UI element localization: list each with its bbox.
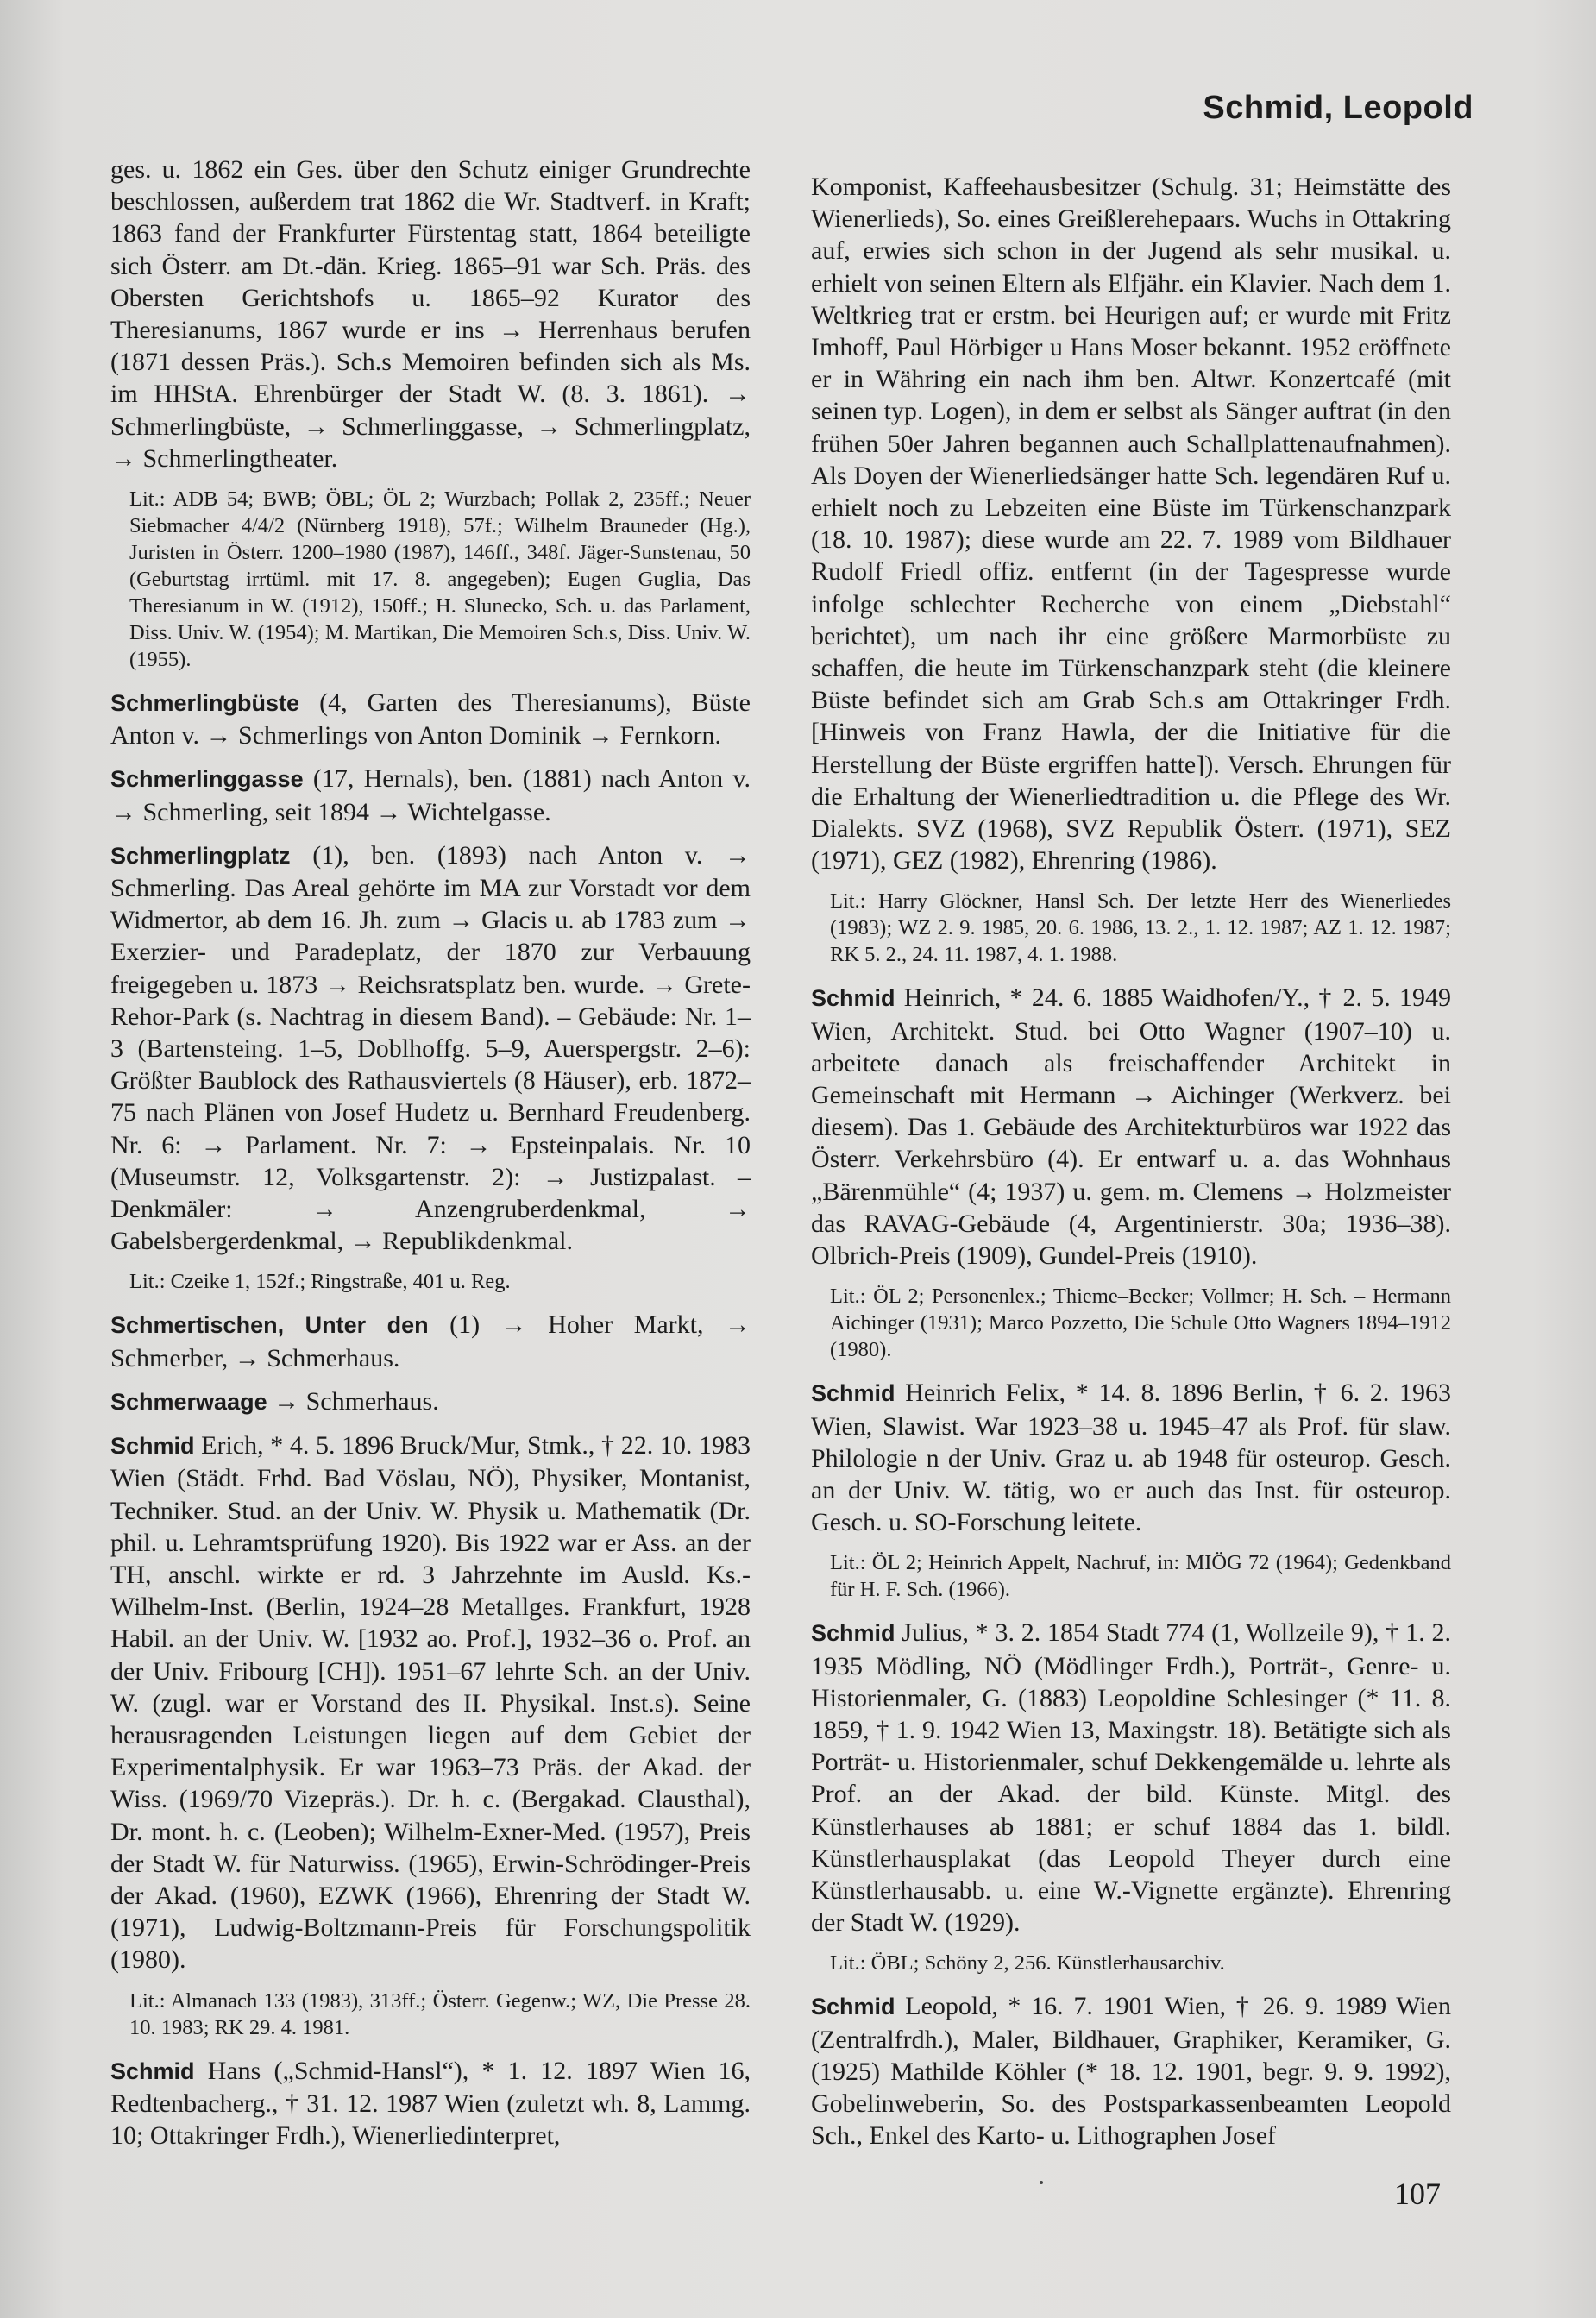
headword: Schmerlingplatz [110, 842, 291, 869]
entry-schmerwaage [110, 1385, 751, 1418]
entry-text: (17, Hernals), ben. (1881) nach Anton v. → Schmerling, seit 1894 → Wichtelgasse. [110, 764, 751, 826]
entry-text: → Schmerhaus. [267, 1386, 439, 1416]
right-column [811, 171, 1451, 2163]
entry-schmerlingbueste [110, 687, 751, 751]
literature-note: Lit.: ÖBL; Schöny 2, 256. Künstlerhausarchiv. [830, 1951, 1225, 1976]
entry-schmertischen [110, 1309, 751, 1373]
headword: Schmerlinggasse [110, 766, 304, 793]
literature-note: Lit.: ADB 54; BWB; ÖBL; ÖL 2; Wurzbach; Pollak 2, 235ff.; Neuer Siebmacher 4/4/2 (Nürnberg 1918), 57f.; Wilhelm Brauneder (Hg.), Juristen in Österr. 1200–1980 (1987), 146ff., 348f. Jäger-Sunstenau, 50 (Geburtstag irrtüml. mit 17. 8. angegeben); Eugen Guglia, Das Theresianum in W. (1912), 150ff.; H. Slunecko, Sch. u. das Parlament, Diss. Univ. W. (1954); M. Martikan, Die Memoiren Sch.s, Diss. Univ. W. (1955). [129, 487, 751, 672]
entry-schmid-leopold [811, 1990, 1451, 2152]
entry-text: Heinrich, * 24. 6. 1885 Waidhofen/Y., † 2. 5. 1949 Wien, Architekt. Stud. bei Otto Wagner (1907–10) u. arbeitete danach als freischaffender Architekt in Gemeinschaft mit Hermann → Aichinger (Werkverz. bei diesem). Das 1. Gebäude des Architekturbüros war 1922 das Österr. Verkehrsbüro (4). Er entwarf u. a. das Wohnhaus „Bärenmühle“ (4; 1937) u. gem. m. Clemens → Holzmeister das RAVAG-Gebäude (4, Argentinierstr. 30a; 1936–38). Olbrich-Preis (1909), Gundel-Preis (1910). [811, 983, 1451, 1271]
entry-text: Heinrich Felix, * 14. 8. 1896 Berlin, † 6. 2. 1963 Wien, Slawist. War 1923–38 u. 1945–47 als Prof. für slaw. Philologie n der Univ. Graz u. ab 1948 für osteurop. Gesch. an der Univ. W. tätig, wo er auch das Inst. für osteurop. Gesch. u. SO-Forschung leitete. [811, 1379, 1451, 1537]
entry-text: Hans („Schmid-Hansl“), * 1. 12. 1897 Wien 16, Redtenbacherg., † 31. 12. 1987 Wien (zuletzt wh. 8, Lammg. 10; Ottakringer Frdh.), Wienerliedinterpret, [110, 2056, 751, 2150]
entry-schmid-heinrich [811, 982, 1451, 1363]
entry-schmid-erich [110, 1429, 751, 2040]
entry-text: (4, Garten des Theresianums), Büste Anton v. → Schmerlings von Anton Dominik → Fernkorn. [110, 688, 751, 751]
literature-note: Lit.: Almanach 133 (1983), 313ff.; Österr. Gegenw.; WZ, Die Presse 28. 10. 1983; RK 29. 4. 1981. [129, 1988, 751, 2039]
literature-note: Lit.: Harry Glöckner, Hansl Sch. Der letzte Herr des Wienerliedes (1983); WZ 2. 9. 1985, 20. 6. 1986, 13. 2., 1. 12. 1987; AZ 1. 12. 1987; RK 5. 2., 24. 11. 1987, 4. 1. 1988. [830, 889, 1451, 967]
headword: Schmerlingbüste [110, 690, 300, 717]
entry-schmid-heinrich-felix [811, 1377, 1451, 1603]
entry-text: Erich, * 4. 5. 1896 Bruck/Mur, Stmk., † 22. 10. 1983 Wien (Städt. Frhd. Bad Vöslau, NÖ), Physiker, Montanist, Techniker. Stud. an der Univ. W. Physik u. Mathematik (Dr. phil. u. Lehramtsprüfung 1920). Bis 1922 war er Ass. an der TH, anschl. wirkte er rd. 3 Jahrzehnte im Ausld. Ks.-Wilhelm-Inst. (Berlin, 1924–28 Metallges. Frankfurt, 1928 Habil. an der Univ. W. [1932 ao. Prof.], 1932–36 o. Prof. an der Univ. Fribourg [CH]). 1951–67 lehrte Sch. an der Univ. W. (zugl. war er Vorstand des II. Physikal. Inst.s). Seine herausragenden Leistungen liegen auf dem Gebiet der Experimentalphysik. Er war 1963–73 Präs. der Akad. der Wiss. (1969/70 Vizepräs.). Dr. h. c. (Bergakad. Clausthal), Dr. mont. h. c. (Leoben); Wilhelm-Exner-Med. (1957), Preis der Stadt W. für Naturwiss. (1965), Erwin-Schrödinger-Preis der Akad. (1960), EZWK (1966), Ehrenring der Stadt W. (1971), Ludwig-Boltzmann-Preis für Forschungspolitik (1980). [110, 1431, 751, 1975]
print-dot [1040, 2181, 1043, 2184]
entry-text: (1), ben. (1893) nach Anton v. → Schmerling. Das Areal gehörte im MA zur Vorstadt vor dem Widmertor, ab dem 16. Jh. zum → Glacis u. ab 1783 zum → Exerzier- und Paradeplatz, der 1870 zur Verbauung freigegeben u. 1873 → Reichsratsplatz ben. wurde. → Grete-Rehor-Park (s. Nachtrag in diesem Band). – Gebäude: Nr. 1–3 (Bartensteing. 1–5, Doblhoffg. 5–9, Auerspergstr. 2–6): Größter Baublock des Rathausviertels (8 Häuser), erb. 1872–75 nach Plänen von Josef Hudetz u. Bernhard Freudenberg. Nr. 6: → Parlament. Nr. 7: → Epsteinpalais. Nr. 10 (Museumstr. 12, Volksgartenstr. 2): → Justizpalast. – Denkmäler: → Anzengruberdenkmal, → Gabelsbergerdenkmal, → Republikdenkmal. [110, 840, 751, 1256]
headword: Schmid [811, 1380, 895, 1407]
literature-note: Lit.: Czeike 1, 152f.; Ringstraße, 401 u. Reg. [129, 1270, 511, 1294]
entry-schmerlinggasse [110, 763, 751, 827]
entry-schmerlingplatz [110, 839, 751, 1296]
running-head: Schmid, Leopold [1203, 90, 1473, 126]
headword: Schmid [811, 1620, 895, 1647]
entry-schmid-hans [110, 2055, 751, 2152]
entry-text: Leopold, * 16. 7. 1901 Wien, † 26. 9. 1989 Wien (Zentralfrdh.), Maler, Bildhauer, Graphiker, Keramiker, G. (1925) Mathilde Köhler (* 18. 12. 1901, begr. 9. 9. 1992), Gobelinweberin, So. des Postsparkassenbeamten Leopold Sch., Enkel des Karto- u. Lithographen Josef [811, 1992, 1451, 2151]
headword: Schmid [811, 1994, 895, 2020]
headword: Schmid [110, 1433, 195, 1460]
entry-schmid-julius [811, 1617, 1451, 1976]
headword: Schmid [811, 985, 895, 1012]
headword: Schmertischen, Unter den [110, 1312, 429, 1339]
left-column [110, 154, 751, 2163]
entry-text: (1) → Hoher Markt, → Schmerber, → Schmerhaus. [110, 1310, 751, 1373]
continuation-text: ges. u. 1862 ein Ges. über den Schutz einiger Grundrechte beschlossen, außerdem trat 1862 die Wr. Stadtverf. in Kraft; 1863 fand der Frankfurter Fürstentag statt, 1864 beteiligte sich Österr. am Dt.-dän. Krieg. 1865–91 war Sch. Präs. des Obersten Gerichtshofs u. 1865–92 Kurator des Theresianums, 1867 wurde er ins → Herrenhaus berufen (1871 dessen Präs.). Sch.s Memoiren befinden sich als Ms. im HHStA. Ehrenbürger der Stadt W. (8. 3. 1861). → Schmerlingbüste, → Schmerlinggasse, → Schmerlingplatz, → Schmerlingtheater. [110, 155, 751, 473]
literature-note: Lit.: ÖL 2; Heinrich Appelt, Nachruf, in: MIÖG 72 (1964); Gedenkband für H. F. Sch. (1966). [830, 1551, 1451, 1602]
entry-text: Julius, * 3. 2. 1854 Stadt 774 (1, Wollzeile 9), † 1. 2. 1935 Mödling, NÖ (Mödlinger Frdh.), Porträt-, Genre- u. Historienmaler, G. (1883) Leopoldine Schlesinger (* 11. 8. 1859, † 1. 9. 1942 Wien 13, Maxingstr. 18). Betätigte sich als Porträt- u. Historienmaler, schuf Dekkengemälde u. lehrte als Prof. an der Akad. der bild. Künste. Mitgl. des Künstlerhauses ab 1881; er schuf 1884 das 1. bildl. Künstlerhausplakat (das Leopold Theyer durch eine Künstlerhausabb. u. eine W.-Vignette ergänzte). Ehrenring der Stadt W. (1929). [811, 1618, 1451, 1938]
continuation-text: Komponist, Kaffeehausbesitzer (Schulg. 31; Heimstätte des Wienerlieds), So. eines Greißlerehepaars. Wuchs in Ottakring auf, erwies sich schon in der Jugend als sehr musikal. u. erhielt von seinen Eltern als Elfjähr. ein Klavier. Nach dem 1. Weltkrieg trat er erstm. bei Heurigen auf; er wurde mit Fritz Imhoff, Paul Hörbiger u Hans Moser bekannt. 1952 eröffnete er in Währing ein nach ihm ben. Altwr. Konzertcafé (mit seinen typ. Logen), in dem er selbst als Sänger auftrat (in den frühen 50er Jahren begannen auch Schallplattenaufnahmen). Als Doyen der Wienerliedsänger hatte Sch. legendären Ruf u. erhielt noch zu Lebzeiten eine Büste im Türkenschanzpark (18. 10. 1987); diese wurde am 22. 7. 1989 vom Bildhauer Rudolf Friedl offiz. entfernt (in der Tagespresse wurde infolge schlechter Recherche von einem „Diebstahl“ berichtet), um nach ihr eine größere Marmorbüste zu schaffen, die heute im Türkenschanzpark steht (die kleinere Büste befindet sich am Grab Sch.s am Ottakringer Frdh. [Hinweis von Franz Hawla, der die Initiative für die Herstellung der Büste ergriffen hatte]). Versch. Ehrungen für die Erhaltung der Wienerliedtradition u. die Pflege des Wr. Dialekts. SVZ (1968), SVZ Republik Österr. (1971), SEZ (1971), GEZ (1982), Ehrenring (1986). [811, 173, 1451, 876]
page-number: 107 [1394, 2177, 1441, 2211]
headword: Schmid [110, 2057, 195, 2084]
headword: Schmerwaage [110, 1388, 267, 1415]
literature-note: Lit.: ÖL 2; Personenlex.; Thieme–Becker; Vollmer; H. Sch. – Hermann Aichinger (1931); Marco Pozzetto, Die Schule Otto Wagners 1894–1912 (1980). [830, 1285, 1451, 1362]
